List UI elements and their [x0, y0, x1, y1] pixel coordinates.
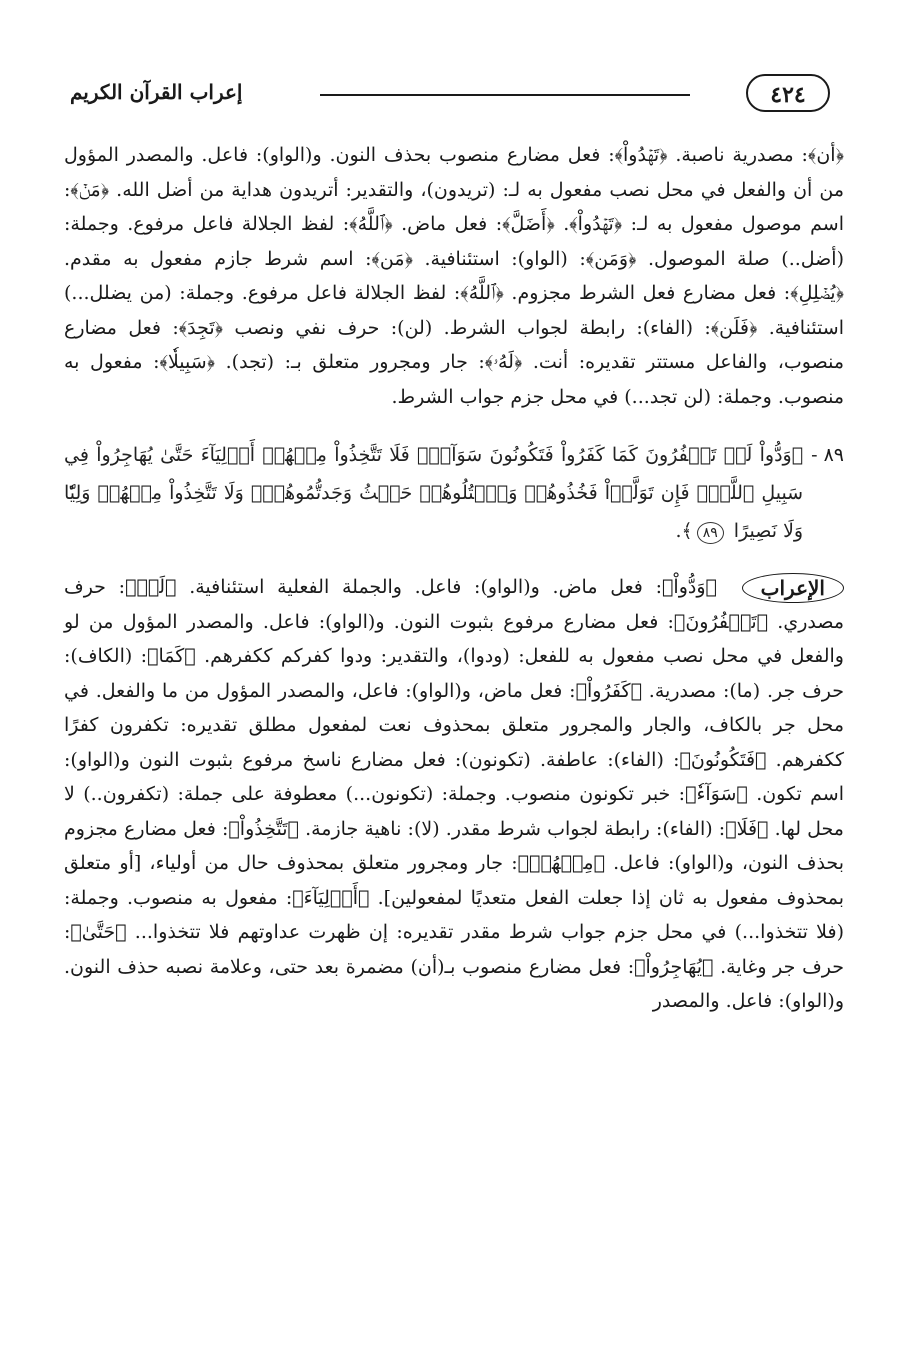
header-rule: [320, 94, 690, 96]
page-header: [70, 74, 830, 118]
irab-text: ﴿وَدُّواْ﴾: فعل ماض. و(الواو): فاعل. والجملة الفعلية استئنافية. ﴿لَوۡ﴾: حرف مصدري. ﴿تَكۡفُرُونَ﴾: فعل مضارع مرفوع بثبوت النون. و(الواو): فاعل. والمصدر المؤول من لو والفعل في محل نصب مفعول به للفعل: (ودوا)، والتقدير: ودوا كفركم ككفرهم. ﴿كَمَا﴾: (الكاف): حرف جر. (ما): مصدرية. ﴿كَفَرُواْ﴾: فعل ماض، و(الواو): فاعل، والمصدر المؤول من ما والفعل. في محل جر بالكاف، والجار والمجرور متعلق بمحذوف نعت لمفعول مطلق تقديره: تكفرون كفرًا ككفرهم. ﴿فَتَكُونُونَ﴾: (الفاء): عاطفة. (تكونون): فعل مضارع ناسخ مرفوع بثبوت النون و(الواو): اسم تكون. ﴿سَوَآءٗ﴾: خبر تكونون منصوب. وجملة: (تكونون...) معطوفة على جملة: (تكفرون..) لا محل لها. ﴿فَلَا﴾: (الفاء): رابطة لجواب شرط مقدر. (لا): ناهية جازمة. ﴿تَتَّخِذُواْ﴾: فعل مضارع مجزوم بحذف النون، و(الواو): فاعل. ﴿مِنۡهُمۡ﴾: جار ومجرور متعلق بمحذوف حال من أولياء، [أو متعلق بمحذوف مفعول به ثان إذا جعلت الفعل متعديًا لمفعولين]. ﴿أَوۡلِيَآءَ﴾: مفعول به منصوب. وجملة: (فلا تتخذوا...) في محل جزم جواب شرط مقدر تقديره: إن ظهرت عداوتهم فلا تتخذوا... ﴿حَتَّىٰ﴾: حرف جر وغاية. ﴿يُهَاجِرُواْ﴾: فعل مضارع منصوب بـ(أن) مضمرة بعد حتى، وعلامة نصبه حذف النون. و(الواو): فاعل. والمصدر: [64, 576, 845, 1012]
verse-text: ﴿وَدُّواْ لَوۡ تَكۡفُرُونَ كَمَا كَفَرُواْ فَتَكُونُونَ سَوَآءٗۖ فَلَا تَتَّخِذُواْ مِنۡهُمۡ أَوۡلِيَآءَ حَتَّىٰ يُهَاجِرُواْ فِي سَبِيلِ ٱللَّهِۚ فَإِن تَوَلَّوۡاْ فَخُذُوهُمۡ وَٱقۡتُلُوهُمۡ حَيۡثُ وَجَدتُّمُوهُمۡۖ وَلَا تَتَّخِذُواْ مِنۡهُمۡ وَلِيّٗا وَلَا نَصِيرًا: [64, 444, 804, 542]
irab-label: الإعراب: [742, 573, 844, 603]
book-title: إعراب القرآن الكريم: [70, 80, 243, 104]
irab-paragraph: [64, 570, 844, 1019]
page-number: ٤٢٤: [746, 74, 830, 112]
verse-block: [64, 436, 844, 550]
ayah-marker: ٨٩: [697, 522, 724, 544]
verse-number: ٨٩ -: [811, 444, 844, 466]
verse-text-container: [64, 436, 803, 550]
verse-closing: ﴾.: [675, 520, 693, 542]
paragraph-1: ﴿أن﴾: مصدرية ناصبة. ﴿تَهۡدُواْ﴾: فعل مضارع منصوب بحذف النون. و(الواو): فاعل. والمصدر المؤول من أن والفعل في محل نصب مفعول به لـ: (تريدون)، والتقدير: أتريدون هداية من أضل الله. ﴿مَنۡ﴾: اسم موصول مفعول به لـ: ﴿تَهۡدُواْ﴾. ﴿أَضَلَّ﴾: فعل ماض. ﴿ٱللَّهُ﴾: لفظ الجلالة فاعل مرفوع. وجملة: (أضل..) صلة الموصول. ﴿وَمَن﴾: (الواو): استئنافية. ﴿مَن﴾: اسم شرط جازم مفعول به مقدم. ﴿يُضۡلِلِ﴾: فعل مضارع فعل الشرط مجزوم. ﴿ٱللَّهُ﴾: لفظ الجلالة فاعل مرفوع. وجملة: (من يضلل...) استئنافية. ﴿فَلَن﴾: (الفاء): رابطة لجواب الشرط. (لن): حرف نفي ونصب ﴿تَجِدَ﴾: فعل مضارع منصوب، والفاعل مستتر تقديره: أنت. ﴿لَهُۥ﴾: جار ومجرور متعلق بـ: (تجد). ﴿سَبِيلٗا﴾: مفعول به منصوب. وجملة: (لن تجد...) في محل جزم جواب الشرط.: [64, 144, 844, 408]
page-content: [64, 138, 844, 1019]
